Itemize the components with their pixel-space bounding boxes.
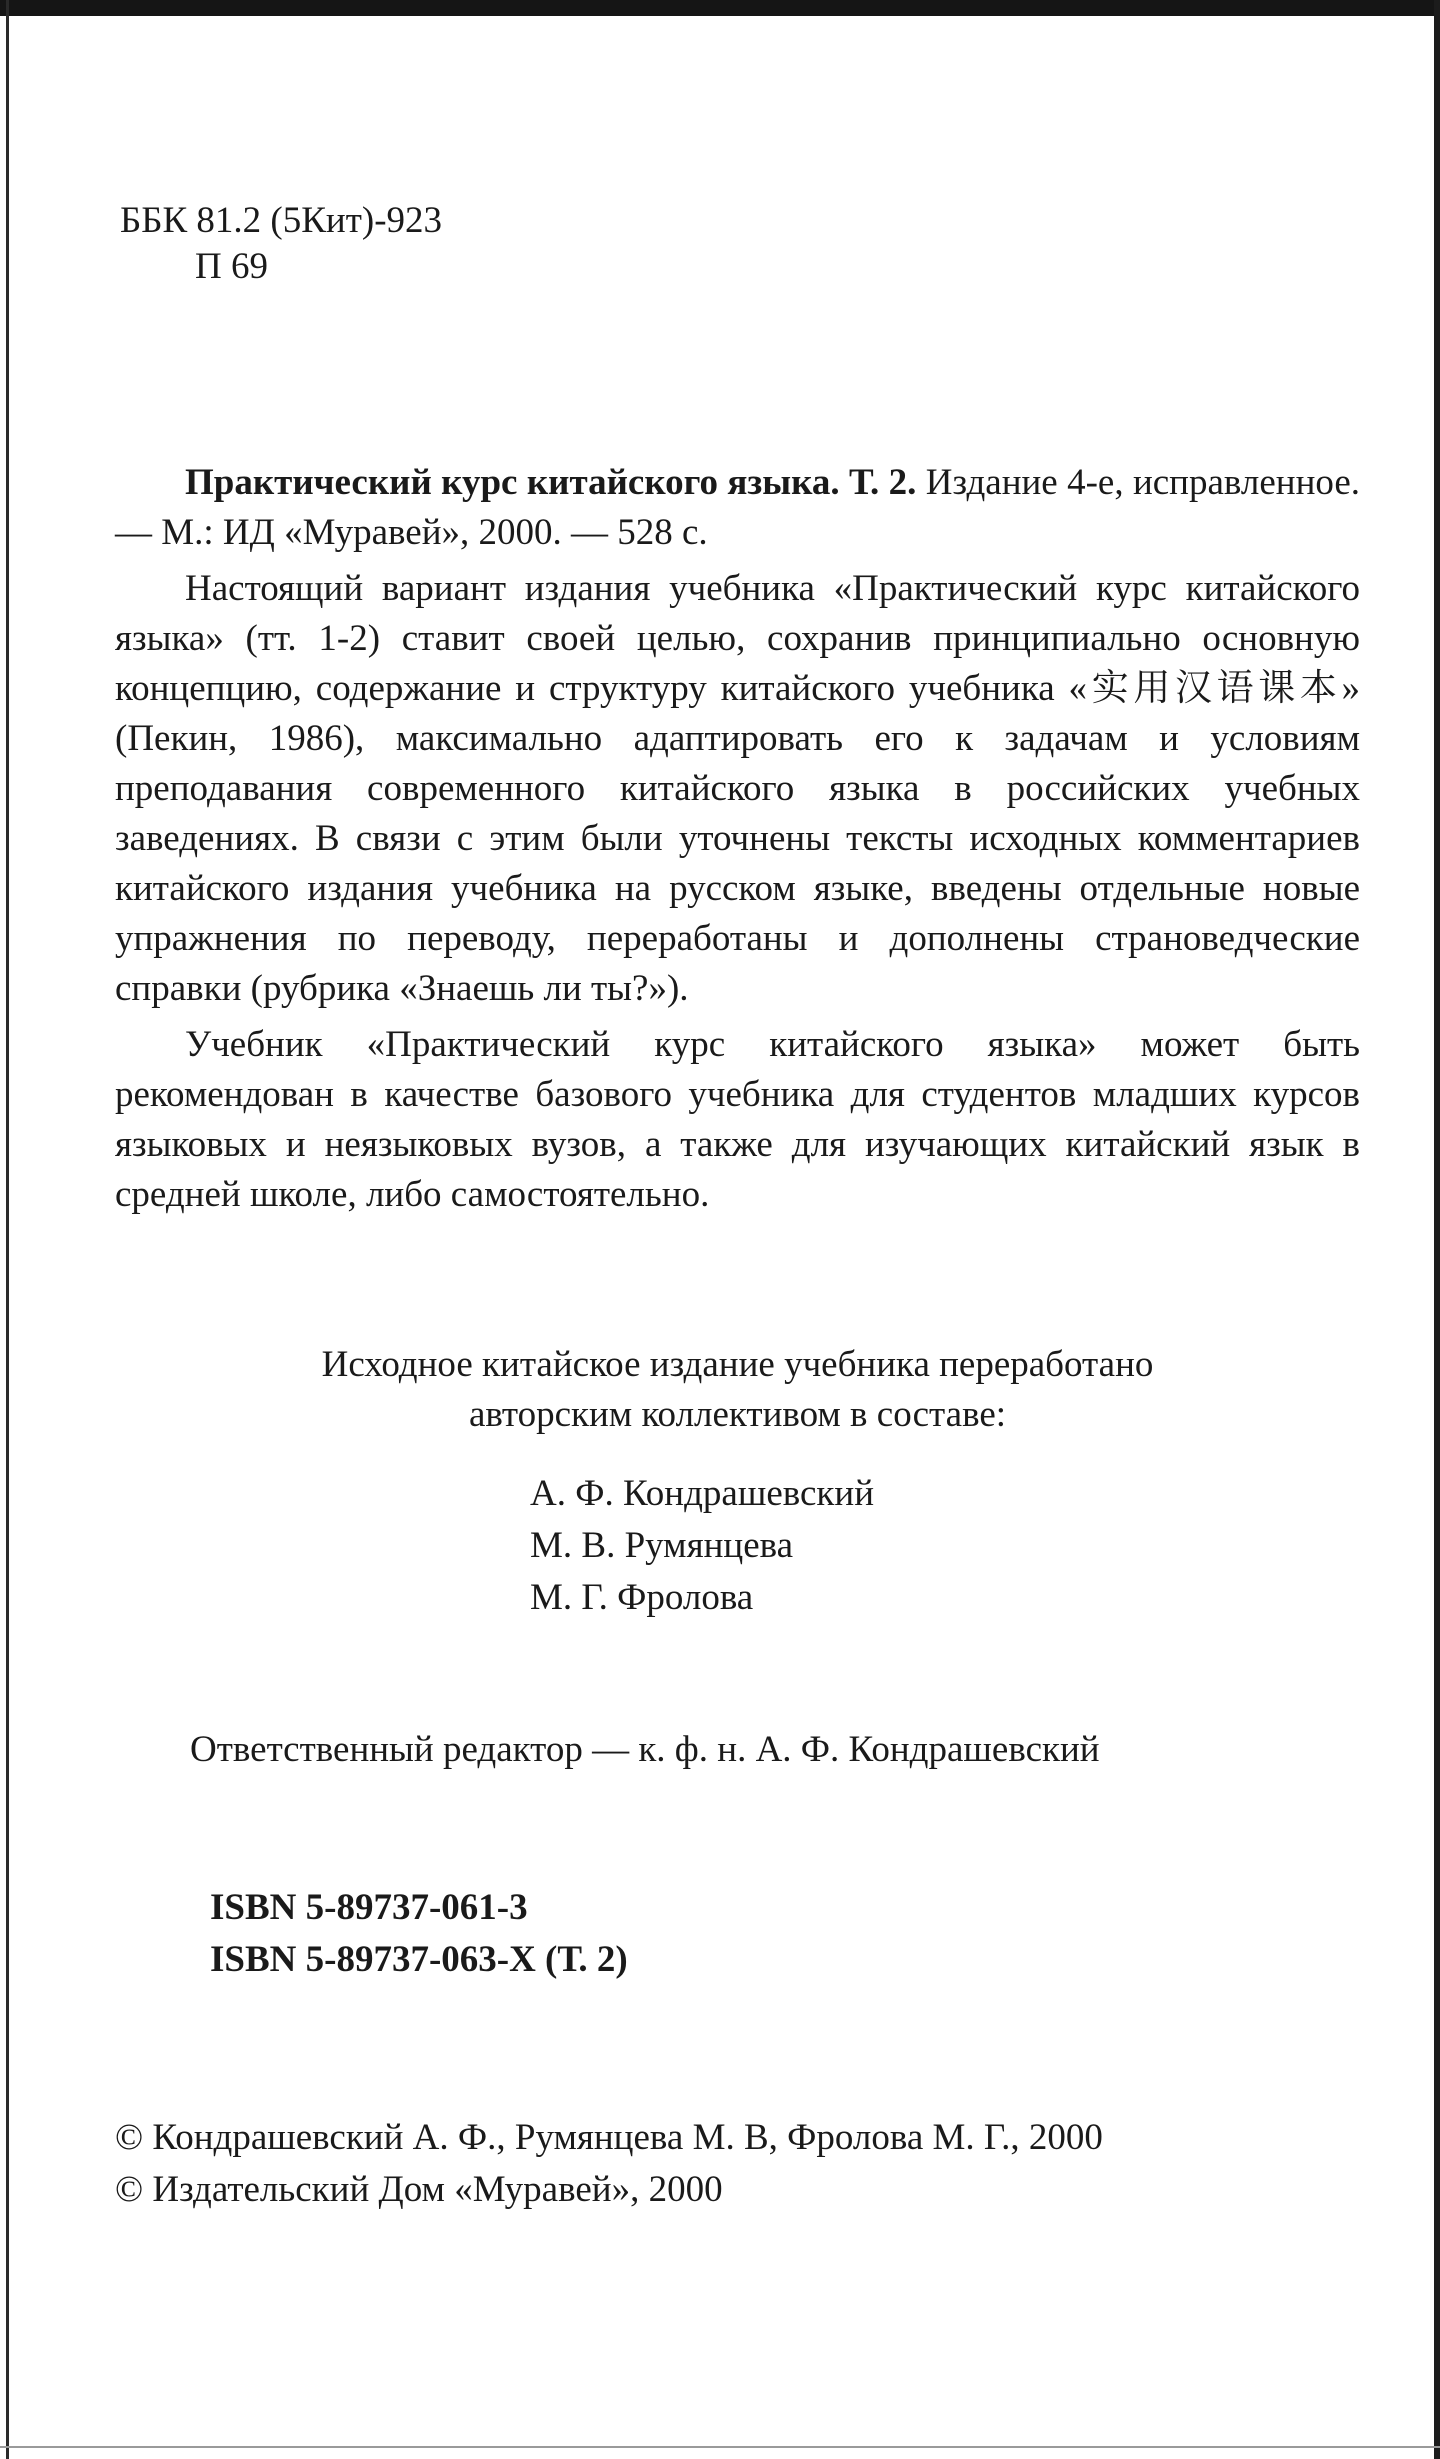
- author-name: М. В. Румянцева: [530, 1525, 794, 1566]
- bbk-code: ББК 81.2 (5Кит)-923: [120, 200, 443, 241]
- copyright-block: [115, 2112, 1103, 2216]
- abstract-paragraph-2: Учебник «Практический курс китайского языка» может быть рекомендован в качестве базового учебника для студентов младших курсов языковых и неязыковых вузов, а также для изучающих китайский язык в средней школе, либо самостоятельно.: [115, 1024, 1360, 1215]
- scan-top-border: [0, 0, 1440, 16]
- copyright-authors: © Кондрашевский А. Ф., Румянцева М. В, Фролова М. Г., 2000: [115, 2117, 1103, 2158]
- author-name: М. Г. Фролова: [530, 1577, 754, 1618]
- book-title: Практический курс китайского языка. Т. 2.: [185, 462, 917, 503]
- author-mark: П 69: [195, 246, 268, 287]
- isbn-block: [210, 1882, 628, 1986]
- author-team-intro: [115, 1340, 1360, 1440]
- isbn-volume: ISBN 5-89737-063-Х (Т. 2): [210, 1939, 628, 1980]
- team-intro-line-1: Исходное китайское издание учебника переработано: [321, 1344, 1154, 1385]
- responsible-editor: Ответственный редактор — к. ф. н. А. Ф. Кондрашевский: [190, 1729, 1100, 1770]
- author-list: [530, 1468, 874, 1624]
- scan-bottom-border: [0, 2446, 1440, 2448]
- copyright-publisher: © Издательский Дом «Муравей», 2000: [115, 2169, 723, 2210]
- scan-left-border: [6, 0, 9, 2459]
- team-intro-line-2: авторским коллективом в составе:: [468, 1394, 1007, 1435]
- scan-right-border: [1434, 0, 1440, 2459]
- abstract-paragraph-1: Настоящий вариант издания учебника «Практический курс китайского языка» (тт. 1-2) ставит своей целью, сохранив принципиально основную концепцию, содержание и структуру китайского учебника «实用汉语课本» (Пекин, 1986), максимально адаптировать его к задачам и условиям преподавания современного китайского языка в российских учебных заведениях. В связи с этим были уточнены тексты исходных комментариев китайского издания учебника на русском языке, введены отдельные новые упражнения по переводу, переработаны и дополнены страноведческие справки (рубрика «Знаешь ли ты?»).: [115, 568, 1360, 1009]
- bibliographic-entry: [115, 458, 1360, 558]
- classification-block: [120, 198, 442, 290]
- author-name: А. Ф. Кондрашевский: [530, 1473, 875, 1514]
- isbn-set: ISBN 5-89737-061-3: [210, 1887, 528, 1928]
- edition-info: Издание 4-е, исправленное. — М.: ИД «Муравей», 2000. — 528 с.: [115, 462, 1360, 553]
- abstract-block: [115, 458, 1360, 1220]
